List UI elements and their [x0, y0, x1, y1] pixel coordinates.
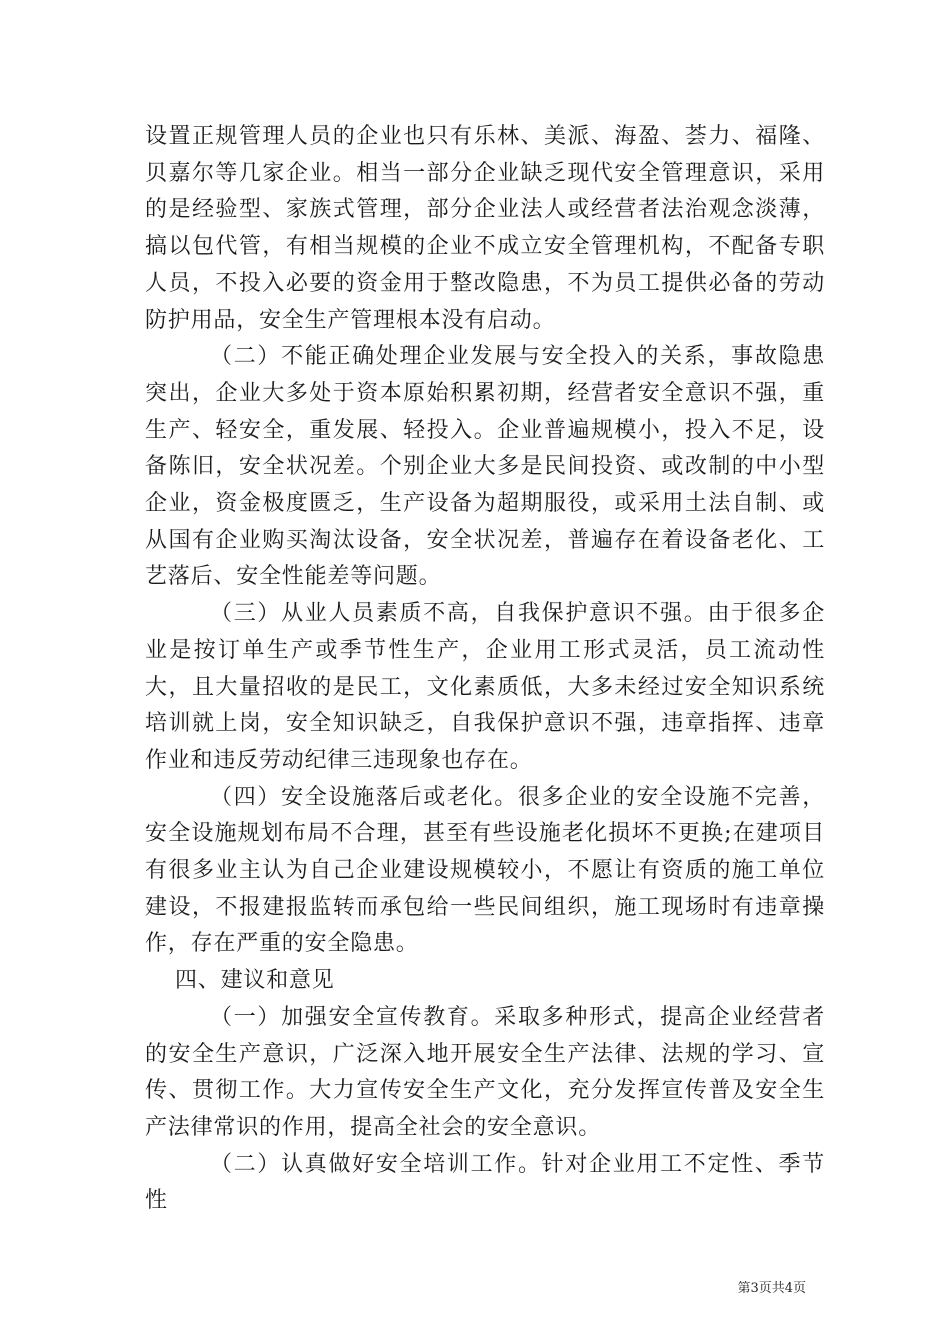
section-heading-suggestions: 四、建议和意见 — [175, 968, 335, 994]
paragraph-section-4: （四）安全设施落后或老化。很多企业的安全设施不完善，安全设施规划布局不合理，甚至有些设施老化损坏不更换;在建项目有很多业主认为自己企业建设规模较小，不愿让有资质的施工单位建设，不报建报监转而承包给一些民间组织，施工现场时有违章操作，存在严重的安全隐患。 — [145, 784, 825, 957]
paragraph-continuation: 设置正规管理人员的企业也只有乐林、美派、海盈、荟力、福隆、贝嘉尔等几家企业。相当一部分企业缺乏现代安全管理意识，采用的是经验型、家族式管理，部分企业法人或经营者法治观念淡薄，搞以包代管，有相当规模的企业不成立安全管理机构，不配备专职人员，不投入必要的资金用于整改隐患，不为员工提供必备的劳动防护用品，安全生产管理根本没有启动。 — [145, 124, 825, 333]
document-body — [145, 119, 825, 1220]
paragraph-suggestion-1: （一）加强安全宣传教育。采取多种形式，提高企业经营者的安全生产意识，广泛深入地开展安全生产法律、法规的学习、宣传、贯彻工作。大力宣传安全生产文化，充分发挥宣传普及安全生产法律常识的作用，提高全社会的安全意识。 — [145, 1004, 825, 1140]
paragraph-section-3: （三）从业人员素质不高，自我保护意识不强。由于很多企业是按订单生产或季节性生产，企业用工形式灵活，员工流动性大，且大量招收的是民工，文化素质低，大多未经过安全知识系统培训就上岗，安全知识缺乏，自我保护意识不强，违章指挥、违章作业和违反劳动纪律三违现象也存在。 — [145, 601, 825, 773]
page-number-footer: 第3页共4页 — [737, 1281, 806, 1296]
paragraph-section-2: （二）不能正确处理企业发展与安全投入的关系，事故隐患突出，企业大多处于资本原始积累初期，经营者安全意识不强，重生产、轻安全，重发展、轻投入。企业普遍规模小，投入不足，设备陈旧，安全状况差。个别企业大多是民间投资、或改制的中小型企业，资金极度匮乏，生产设备为超期服役，或采用土法自制、或从国有企业购买淘汰设备，安全状况差，普遍存在着设备老化、工艺落后、安全性能差等问题。 — [145, 344, 825, 590]
paragraph-suggestion-2: （二）认真做好安全培训工作。针对企业用工不定性、季节性 — [145, 1151, 825, 1214]
